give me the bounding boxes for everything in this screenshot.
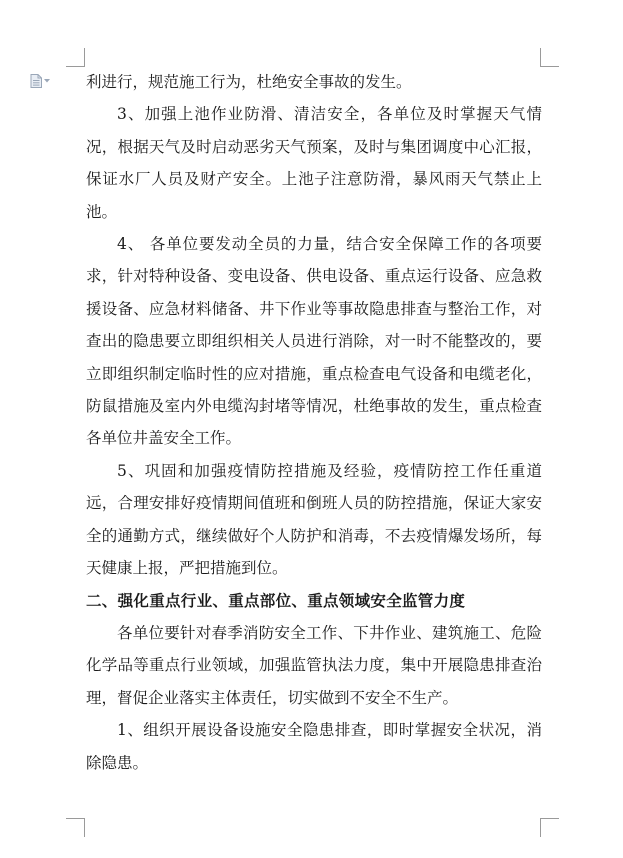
document-body[interactable] [86,66,542,779]
section-heading: 二、强化重点行业、重点部位、重点领域安全监管力度 [86,591,466,610]
crop-mark-bottom-right [540,818,559,837]
paragraph-item-4: 4、 各单位要发动全员的力量，结合安全保障工作的各项要求，针对特种设备、变电设备、供电设备、重点运行设备、应急救援设备、应急材料储备、井下作业等事故隐患排查与整治工作，对查出的隐患要立即组织相关人员进行消除，对一时不能整改的，要立即组织制定临时性的应对措施，重点检查电气设备和电缆老化，防鼠措施及室内外电缆沟封堵等情况，杜绝事故的发生，重点检查各单位井盖安全工作。 [86,235,542,448]
crop-mark-top-left [66,48,85,67]
paragraph-item-3: 3、加强上池作业防滑、清洁安全，各单位及时掌握天气情况，根据天气及时启动恶劣天气预案，及时与集团调度中心汇报，保证水厂人员及财产安全。上池子注意防滑，暴风雨天气禁止上池。 [86,105,542,221]
paragraph-continued: 利进行，规范施工行为，杜绝安全事故的发生。 [86,73,412,91]
crop-mark-top-right [540,48,559,67]
paragraph-item-5: 5、巩固和加强疫情防控措施及经验，疫情防控工作任重道远，合理安排好疫情期间值班和倒班人员的防控措施，保证大家安全的通勤方式，继续做好个人防护和消毒，不去疫情爆发场所，每天健康上报，严把措施到位。 [86,461,542,578]
chevron-down-icon [44,79,50,83]
paragraph-section-item-1: 1、组织开展设备设施安全隐患排查，即时掌握安全状况，消除隐患。 [86,721,542,772]
document-icon [30,74,42,88]
paragraph-menu-button[interactable] [30,74,54,88]
paragraph-section-intro: 各单位要针对春季消防安全工作、下井作业、建筑施工、危险化学品等重点行业领域，加强监管执法力度，集中开展隐患排查治理，督促企业落实主体责任，切实做到不安全不生产。 [86,623,542,707]
crop-mark-bottom-left [66,818,85,837]
